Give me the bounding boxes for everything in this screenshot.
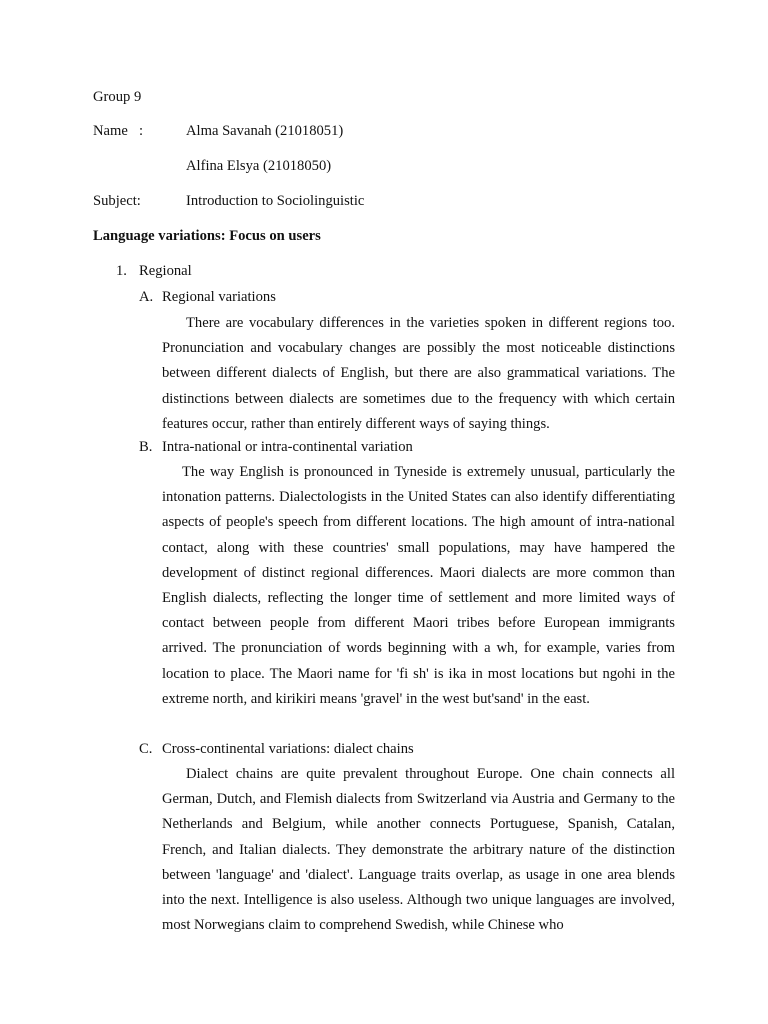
subsection-a-marker: A. <box>139 289 154 305</box>
section-title: Regional <box>139 263 192 279</box>
subsection-a-paragraph: There are vocabulary differences in the varieties spoken in different regions too. Pronunciation and vocabulary changes are possibly the most noticeable distinctions between different dialects of English, but there are also grammatical variations. The distinctions between dialects are sometimes due to the frequency with which certain features occur, rather than entirely different ways of saying things. <box>162 315 675 432</box>
author-name-2: Alfina Elsya (21018050) <box>186 158 332 174</box>
subsection-c-title: Cross-continental variations: dialect chains <box>162 741 414 757</box>
subject-label: Subject: <box>93 193 141 209</box>
section-number: 1. <box>116 263 127 279</box>
name-label: Name <box>93 123 128 139</box>
subsection-b-paragraph: The way English is pronounced in Tyneside is extremely unusual, particularly the intonation patterns. Dialectologists in the United States can also identify differentiating aspects of people's speech from different locations. The high amount of intra-national contact, along with these countries' small populations, may have hampered the development of distinct regional differences. Maori dialects are more common than English dialects, reflecting the longer time of settlement and more limited ways of contact between people from different Maori tribes before European immigrants arrived. The pronunciation of words beginning with a wh, for example, varies from location to place. The Maori name for 'fi sh' is ika in most locations but ngohi in the extreme north, and kirikiri means 'gravel' in the west but'sand' in the east. <box>162 464 675 707</box>
group-label: Group 9 <box>93 89 142 105</box>
subsection-c-marker: C. <box>139 741 153 757</box>
subsection-c-paragraph: Dialect chains are quite prevalent throughout Europe. One chain connects all German, Dutch, and Flemish dialects from Switzerland via Austria and Germany to the Netherlands and Belgium, while another connects Portuguese, Spanish, Catalan, French, and Italian dialects. They demonstrate the arbitrary nature of the distinction between 'language' and 'dialect'. Language traits overlap, as usage in one area blends into the next. Intelligence is also useless. Although two unique languages are involved, most Norwegians claim to comprehend Swedish, while Chinese who <box>162 766 675 934</box>
name-colon: : <box>139 123 144 139</box>
subsection-b-marker: B. <box>139 439 153 455</box>
subsection-a-title: Regional variations <box>162 289 276 305</box>
document-title: Language variations: Focus on users <box>93 228 321 244</box>
subject-value: Introduction to Sociolinguistic <box>186 193 365 209</box>
subsection-b-title: Intra-national or intra-continental variation <box>162 439 413 455</box>
author-name-1: Alma Savanah (21018051) <box>186 123 344 139</box>
